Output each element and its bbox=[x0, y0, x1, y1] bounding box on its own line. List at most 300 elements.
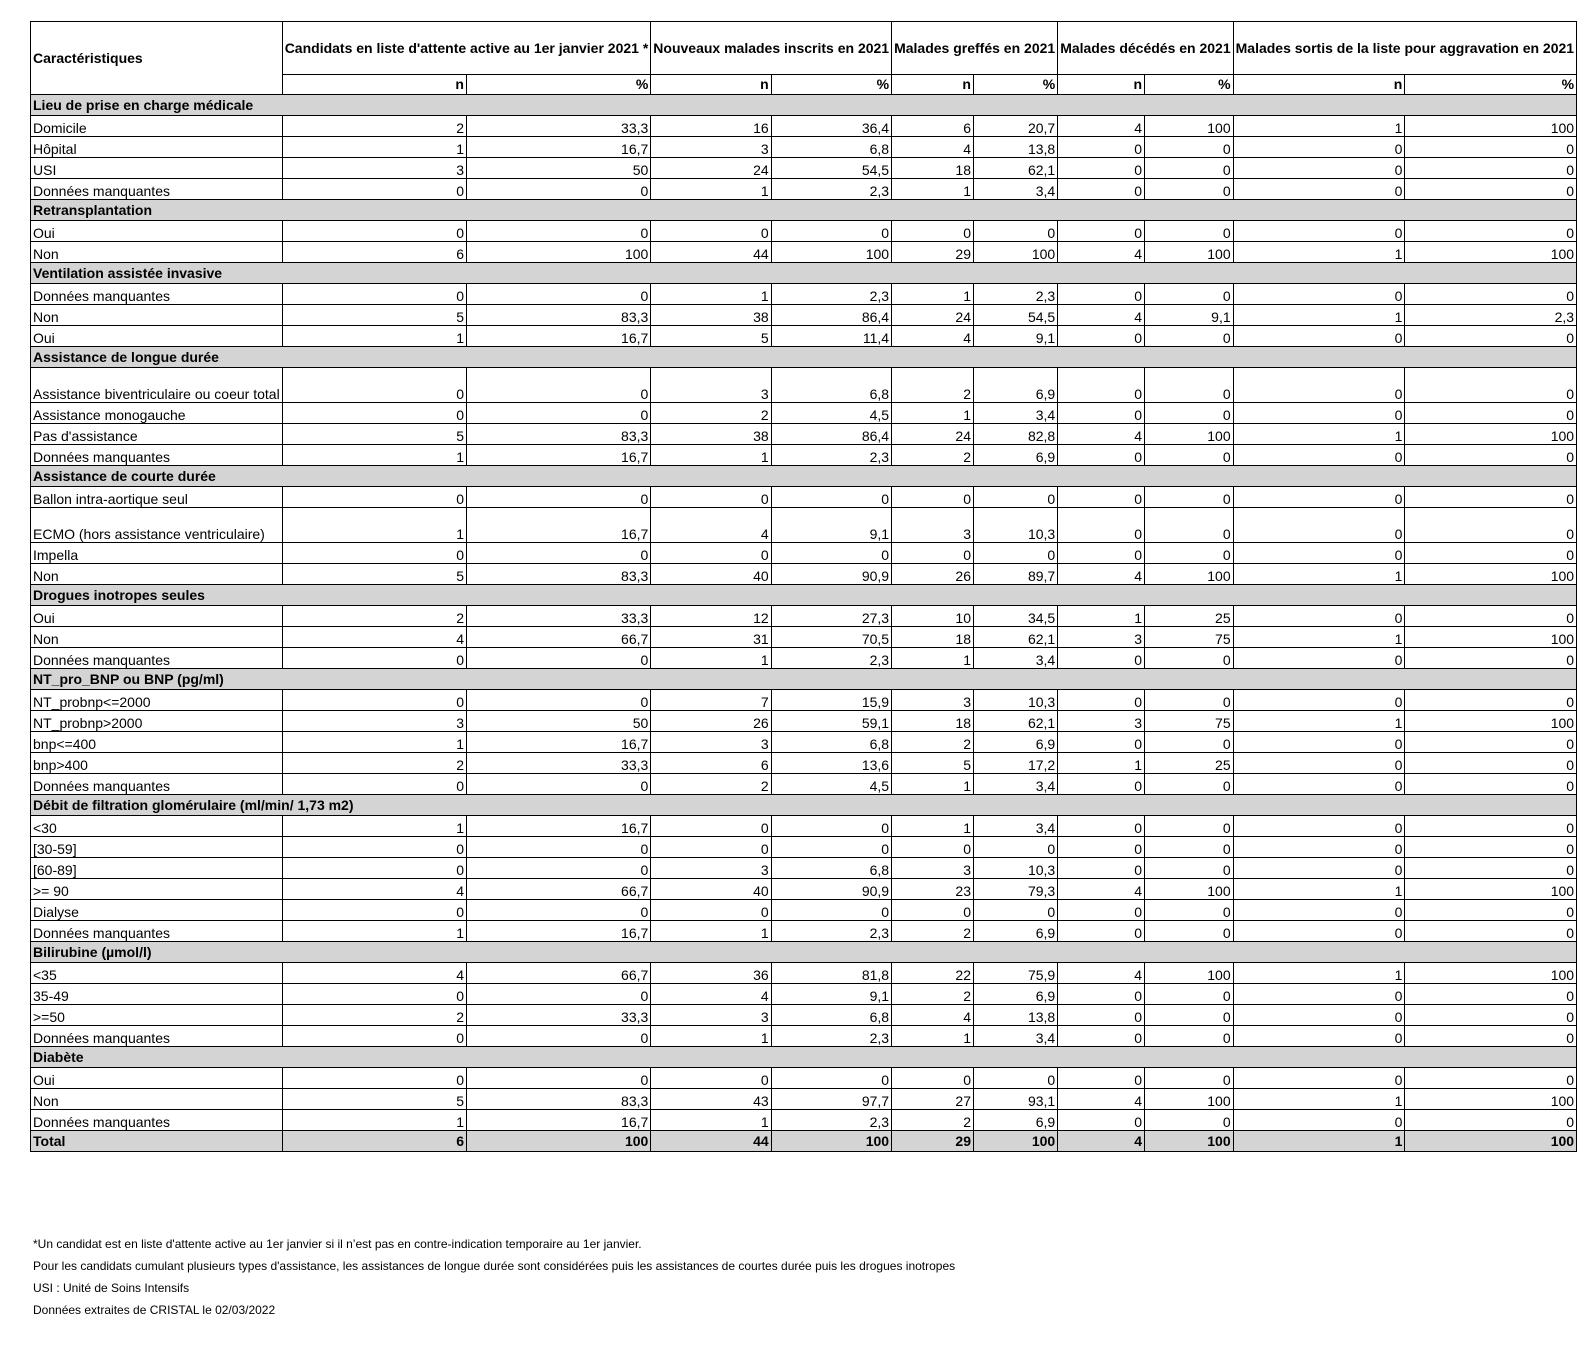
count-cell: 0 bbox=[1058, 179, 1145, 200]
table-row bbox=[31, 326, 1577, 347]
percent-cell: 34,5 bbox=[973, 606, 1057, 627]
percent-cell: 0 bbox=[1405, 858, 1577, 879]
count-cell: 3 bbox=[892, 690, 974, 711]
count-cell: 4 bbox=[1058, 424, 1145, 445]
count-cell: 0 bbox=[282, 368, 466, 403]
percent-cell: 0 bbox=[771, 543, 891, 564]
count-cell: 0 bbox=[282, 1026, 466, 1047]
count-cell: 1 bbox=[892, 648, 974, 669]
table-row bbox=[31, 1110, 1577, 1131]
percent-cell: 100 bbox=[1405, 564, 1577, 585]
count-cell: 3 bbox=[651, 732, 771, 753]
count-cell: 0 bbox=[1058, 445, 1145, 466]
count-cell: 4 bbox=[282, 963, 466, 984]
section-header-row bbox=[31, 95, 1577, 116]
total-count-cell: 4 bbox=[1058, 1131, 1145, 1152]
row-label: Données manquantes bbox=[31, 648, 283, 669]
percent-cell: 0 bbox=[1405, 445, 1577, 466]
percent-cell: 0 bbox=[771, 487, 891, 508]
row-label: bnp>400 bbox=[31, 753, 283, 774]
percent-cell: 11,4 bbox=[771, 326, 891, 347]
percent-cell: 10,3 bbox=[973, 858, 1057, 879]
count-cell: 2 bbox=[282, 116, 466, 137]
count-cell: 0 bbox=[892, 221, 974, 242]
percent-cell: 0 bbox=[466, 221, 650, 242]
count-cell: 44 bbox=[651, 242, 771, 263]
count-cell: 0 bbox=[1233, 690, 1405, 711]
table-row bbox=[31, 1068, 1577, 1089]
table-row bbox=[31, 879, 1577, 900]
table-row bbox=[31, 403, 1577, 424]
footnote-line: USI : Unité de Soins Intensifs bbox=[33, 1281, 190, 1295]
percent-cell: 0 bbox=[1405, 816, 1577, 837]
percent-cell: 2,3 bbox=[771, 179, 891, 200]
count-cell: 3 bbox=[892, 508, 974, 543]
row-label: Pas d'assistance bbox=[31, 424, 283, 445]
row-label: Oui bbox=[31, 326, 283, 347]
count-cell: 0 bbox=[282, 984, 466, 1005]
table-row bbox=[31, 837, 1577, 858]
percent-cell: 0 bbox=[1145, 543, 1234, 564]
count-cell: 0 bbox=[1058, 508, 1145, 543]
row-label: USI bbox=[31, 158, 283, 179]
count-cell: 0 bbox=[1233, 732, 1405, 753]
row-label: Non bbox=[31, 305, 283, 326]
count-cell: 2 bbox=[892, 984, 974, 1005]
count-cell: 2 bbox=[651, 774, 771, 795]
count-cell: 26 bbox=[892, 564, 974, 585]
percent-cell: 0 bbox=[1145, 508, 1234, 543]
section-title: Assistance de courte durée bbox=[31, 466, 1577, 487]
percent-cell: 0 bbox=[1405, 984, 1577, 1005]
count-cell: 0 bbox=[651, 837, 771, 858]
row-label: Non bbox=[31, 564, 283, 585]
percent-cell: 100 bbox=[1405, 1089, 1577, 1110]
count-cell: 0 bbox=[1233, 606, 1405, 627]
percent-cell: 0 bbox=[1145, 326, 1234, 347]
group-header-waiting-list: Candidats en liste d'attente active au 1er janvier 2021 * bbox=[282, 22, 651, 75]
percent-cell: 0 bbox=[1405, 648, 1577, 669]
percent-cell: 36,4 bbox=[771, 116, 891, 137]
count-cell: 4 bbox=[1058, 116, 1145, 137]
percent-cell: 6,9 bbox=[973, 984, 1057, 1005]
percent-cell: 75,9 bbox=[973, 963, 1057, 984]
percent-cell: 0 bbox=[1405, 690, 1577, 711]
count-cell: 2 bbox=[892, 921, 974, 942]
count-cell: 0 bbox=[1058, 900, 1145, 921]
count-cell: 0 bbox=[1058, 984, 1145, 1005]
percent-cell: 0 bbox=[466, 543, 650, 564]
count-cell: 1 bbox=[651, 1110, 771, 1131]
count-cell: 0 bbox=[1233, 543, 1405, 564]
percent-cell: 0 bbox=[466, 900, 650, 921]
table-body bbox=[31, 95, 1577, 1152]
row-label: <30 bbox=[31, 816, 283, 837]
percent-cell: 2,3 bbox=[771, 921, 891, 942]
percent-cell: 9,1 bbox=[771, 508, 891, 543]
count-cell: 0 bbox=[1058, 1026, 1145, 1047]
percent-cell: 13,6 bbox=[771, 753, 891, 774]
count-cell: 27 bbox=[892, 1089, 974, 1110]
n-header: n bbox=[651, 75, 771, 95]
count-cell: 0 bbox=[282, 284, 466, 305]
row-label: Non bbox=[31, 242, 283, 263]
percent-cell: 0 bbox=[1145, 816, 1234, 837]
section-title: Drogues inotropes seules bbox=[31, 585, 1577, 606]
count-cell: 40 bbox=[651, 879, 771, 900]
count-cell: 38 bbox=[651, 305, 771, 326]
table-row bbox=[31, 445, 1577, 466]
count-cell: 0 bbox=[1233, 1005, 1405, 1026]
count-cell: 3 bbox=[651, 137, 771, 158]
n-header: n bbox=[282, 75, 466, 95]
count-cell: 40 bbox=[651, 564, 771, 585]
total-percent-cell: 100 bbox=[771, 1131, 891, 1152]
row-label: NT_probnp<=2000 bbox=[31, 690, 283, 711]
percent-cell: 0 bbox=[1145, 984, 1234, 1005]
percent-cell: 16,7 bbox=[466, 137, 650, 158]
row-label: Données manquantes bbox=[31, 774, 283, 795]
percent-cell: 0 bbox=[1145, 445, 1234, 466]
count-cell: 6 bbox=[282, 242, 466, 263]
count-cell: 0 bbox=[1058, 543, 1145, 564]
percent-cell: 0 bbox=[973, 487, 1057, 508]
percent-cell: 0 bbox=[1405, 732, 1577, 753]
count-cell: 3 bbox=[651, 1005, 771, 1026]
header-row bbox=[31, 22, 1577, 75]
row-label: Données manquantes bbox=[31, 1110, 283, 1131]
table-row bbox=[31, 753, 1577, 774]
percent-cell: 0 bbox=[1145, 837, 1234, 858]
count-cell: 1 bbox=[282, 326, 466, 347]
table-row bbox=[31, 368, 1577, 403]
count-cell: 24 bbox=[651, 158, 771, 179]
percent-cell: 0 bbox=[771, 837, 891, 858]
count-cell: 0 bbox=[1233, 921, 1405, 942]
percent-cell: 100 bbox=[1405, 711, 1577, 732]
count-cell: 0 bbox=[892, 837, 974, 858]
percent-cell: 0 bbox=[1145, 690, 1234, 711]
count-cell: 1 bbox=[1233, 963, 1405, 984]
percent-cell: 100 bbox=[1145, 564, 1234, 585]
percent-cell: 0 bbox=[1145, 921, 1234, 942]
count-cell: 1 bbox=[1233, 116, 1405, 137]
table-row bbox=[31, 137, 1577, 158]
percent-cell: 10,3 bbox=[973, 508, 1057, 543]
count-cell: 7 bbox=[651, 690, 771, 711]
characteristics-table bbox=[30, 21, 1577, 1152]
count-cell: 0 bbox=[892, 543, 974, 564]
percent-cell: 0 bbox=[466, 837, 650, 858]
table-row bbox=[31, 921, 1577, 942]
percent-cell: 2,3 bbox=[771, 445, 891, 466]
count-cell: 1 bbox=[282, 508, 466, 543]
percent-cell: 100 bbox=[1145, 116, 1234, 137]
footnote-line: *Un candidat est en liste d'attente active au 1er janvier si il n’est pas en contre-indication temporaire au 1er janvier. bbox=[33, 1237, 642, 1251]
percent-cell: 3,4 bbox=[973, 774, 1057, 795]
count-cell: 3 bbox=[282, 711, 466, 732]
percent-cell: 16,7 bbox=[466, 816, 650, 837]
table-row bbox=[31, 900, 1577, 921]
count-cell: 0 bbox=[892, 900, 974, 921]
percent-cell: 0 bbox=[1145, 858, 1234, 879]
row-label: Oui bbox=[31, 606, 283, 627]
group-header-deceased: Malades décédés en 2021 bbox=[1058, 22, 1233, 75]
percent-cell: 0 bbox=[1405, 158, 1577, 179]
percent-cell: 100 bbox=[1145, 242, 1234, 263]
count-cell: 0 bbox=[1058, 648, 1145, 669]
percent-cell: 25 bbox=[1145, 606, 1234, 627]
percent-cell: 0 bbox=[1145, 284, 1234, 305]
count-cell: 0 bbox=[892, 487, 974, 508]
count-cell: 0 bbox=[1058, 326, 1145, 347]
section-title: Retransplantation bbox=[31, 200, 1577, 221]
percent-cell: 70,5 bbox=[771, 627, 891, 648]
percent-cell: 33,3 bbox=[466, 606, 650, 627]
table-row bbox=[31, 606, 1577, 627]
percent-cell: 33,3 bbox=[466, 116, 650, 137]
count-cell: 0 bbox=[1058, 1068, 1145, 1089]
count-cell: 4 bbox=[892, 137, 974, 158]
section-header-row bbox=[31, 347, 1577, 368]
row-label: Ballon intra-aortique seul bbox=[31, 487, 283, 508]
count-cell: 0 bbox=[1058, 158, 1145, 179]
characteristics-header: Caractéristiques bbox=[31, 22, 283, 95]
count-cell: 4 bbox=[282, 879, 466, 900]
percent-cell: 0 bbox=[466, 984, 650, 1005]
count-cell: 4 bbox=[651, 984, 771, 1005]
percent-cell: 0 bbox=[1145, 487, 1234, 508]
table-row bbox=[31, 711, 1577, 732]
percent-cell: 100 bbox=[1405, 424, 1577, 445]
count-cell: 43 bbox=[651, 1089, 771, 1110]
count-cell: 0 bbox=[892, 1068, 974, 1089]
count-cell: 0 bbox=[651, 900, 771, 921]
total-label: Total bbox=[31, 1131, 283, 1152]
percent-cell: 83,3 bbox=[466, 1089, 650, 1110]
count-cell: 1 bbox=[282, 137, 466, 158]
percent-cell: 6,8 bbox=[771, 858, 891, 879]
table-row bbox=[31, 627, 1577, 648]
group-header-removed-worsening: Malades sortis de la liste pour aggravation en 2021 bbox=[1233, 22, 1576, 75]
count-cell: 16 bbox=[651, 116, 771, 137]
count-cell: 3 bbox=[1058, 627, 1145, 648]
percent-cell: 2,3 bbox=[771, 284, 891, 305]
count-cell: 0 bbox=[282, 900, 466, 921]
count-cell: 1 bbox=[282, 816, 466, 837]
row-label: Domicile bbox=[31, 116, 283, 137]
count-cell: 1 bbox=[651, 445, 771, 466]
percent-cell: 100 bbox=[1145, 963, 1234, 984]
percent-cell: 0 bbox=[973, 1068, 1057, 1089]
percent-cell: 0 bbox=[1405, 221, 1577, 242]
count-cell: 12 bbox=[651, 606, 771, 627]
count-cell: 36 bbox=[651, 963, 771, 984]
percent-cell: 16,7 bbox=[466, 445, 650, 466]
group-header-new-patients: Nouveaux malades inscrits en 2021 bbox=[651, 22, 892, 75]
total-count-cell: 1 bbox=[1233, 1131, 1405, 1152]
percent-cell: 9,1 bbox=[1145, 305, 1234, 326]
percent-cell: 0 bbox=[1405, 753, 1577, 774]
count-cell: 1 bbox=[282, 732, 466, 753]
count-cell: 0 bbox=[282, 179, 466, 200]
percent-cell: 0 bbox=[1405, 921, 1577, 942]
table-row bbox=[31, 648, 1577, 669]
count-cell: 3 bbox=[282, 158, 466, 179]
percent-cell: 0 bbox=[1145, 648, 1234, 669]
percent-cell: 20,7 bbox=[973, 116, 1057, 137]
row-label: Données manquantes bbox=[31, 284, 283, 305]
count-cell: 1 bbox=[651, 1026, 771, 1047]
count-cell: 0 bbox=[1058, 837, 1145, 858]
percent-cell: 10,3 bbox=[973, 690, 1057, 711]
footnote-line: Pour les candidats cumulant plusieurs types d'assistance, les assistances de longue durée sont considérées puis les assistances de courtes durée puis les drogues inotropes bbox=[33, 1259, 956, 1273]
count-cell: 4 bbox=[892, 1005, 974, 1026]
percent-cell: 0 bbox=[973, 543, 1057, 564]
count-cell: 0 bbox=[1233, 487, 1405, 508]
percent-cell: 6,8 bbox=[771, 1005, 891, 1026]
section-title: Débit de filtration glomérulaire (ml/min/ 1,73 m2) bbox=[31, 795, 1577, 816]
percent-cell: 2,3 bbox=[771, 648, 891, 669]
count-cell: 0 bbox=[1233, 648, 1405, 669]
count-cell: 1 bbox=[282, 1110, 466, 1131]
percent-cell: 0 bbox=[1145, 137, 1234, 158]
pct-header: % bbox=[771, 75, 891, 95]
percent-cell: 25 bbox=[1145, 753, 1234, 774]
section-header-row bbox=[31, 585, 1577, 606]
count-cell: 0 bbox=[1058, 690, 1145, 711]
percent-cell: 0 bbox=[771, 221, 891, 242]
count-cell: 2 bbox=[282, 606, 466, 627]
row-label: <35 bbox=[31, 963, 283, 984]
row-label: NT_probnp>2000 bbox=[31, 711, 283, 732]
count-cell: 1 bbox=[1233, 564, 1405, 585]
percent-cell: 33,3 bbox=[466, 1005, 650, 1026]
percent-cell: 86,4 bbox=[771, 305, 891, 326]
count-cell: 4 bbox=[1058, 879, 1145, 900]
percent-cell: 0 bbox=[1145, 1005, 1234, 1026]
table-row bbox=[31, 984, 1577, 1005]
section-title: Bilirubine (µmol/l) bbox=[31, 942, 1577, 963]
row-label: Données manquantes bbox=[31, 921, 283, 942]
percent-cell: 2,3 bbox=[973, 284, 1057, 305]
count-cell: 0 bbox=[1058, 221, 1145, 242]
percent-cell: 0 bbox=[1405, 326, 1577, 347]
percent-cell: 0 bbox=[466, 1026, 650, 1047]
count-cell: 0 bbox=[1233, 326, 1405, 347]
count-cell: 1 bbox=[282, 445, 466, 466]
count-cell: 1 bbox=[1233, 424, 1405, 445]
percent-cell: 100 bbox=[973, 242, 1057, 263]
count-cell: 0 bbox=[651, 543, 771, 564]
total-percent-cell: 100 bbox=[466, 1131, 650, 1152]
count-cell: 0 bbox=[651, 487, 771, 508]
section-title: Assistance de longue durée bbox=[31, 347, 1577, 368]
group-header-transplanted: Malades greffés en 2021 bbox=[892, 22, 1058, 75]
count-cell: 0 bbox=[282, 690, 466, 711]
row-label: Non bbox=[31, 627, 283, 648]
count-cell: 3 bbox=[1058, 711, 1145, 732]
percent-cell: 16,7 bbox=[466, 1110, 650, 1131]
percent-cell: 66,7 bbox=[466, 963, 650, 984]
percent-cell: 3,4 bbox=[973, 1026, 1057, 1047]
count-cell: 0 bbox=[1233, 221, 1405, 242]
count-cell: 1 bbox=[651, 921, 771, 942]
count-cell: 6 bbox=[892, 116, 974, 137]
percent-cell: 62,1 bbox=[973, 158, 1057, 179]
count-cell: 0 bbox=[282, 837, 466, 858]
section-title: Lieu de prise en charge médicale bbox=[31, 95, 1577, 116]
percent-cell: 0 bbox=[466, 284, 650, 305]
percent-cell: 0 bbox=[466, 368, 650, 403]
percent-cell: 3,4 bbox=[973, 179, 1057, 200]
count-cell: 0 bbox=[282, 648, 466, 669]
total-percent-cell: 100 bbox=[1145, 1131, 1234, 1152]
count-cell: 26 bbox=[651, 711, 771, 732]
count-cell: 10 bbox=[892, 606, 974, 627]
table-row bbox=[31, 816, 1577, 837]
percent-cell: 27,3 bbox=[771, 606, 891, 627]
percent-cell: 15,9 bbox=[771, 690, 891, 711]
count-cell: 0 bbox=[1233, 179, 1405, 200]
n-header: n bbox=[1058, 75, 1145, 95]
percent-cell: 0 bbox=[466, 1068, 650, 1089]
count-cell: 23 bbox=[892, 879, 974, 900]
count-cell: 5 bbox=[892, 753, 974, 774]
table-row bbox=[31, 158, 1577, 179]
count-cell: 1 bbox=[892, 403, 974, 424]
count-cell: 0 bbox=[282, 858, 466, 879]
percent-cell: 0 bbox=[771, 816, 891, 837]
percent-cell: 0 bbox=[1405, 284, 1577, 305]
count-cell: 0 bbox=[1233, 774, 1405, 795]
row-label: bnp<=400 bbox=[31, 732, 283, 753]
count-cell: 0 bbox=[651, 1068, 771, 1089]
percent-cell: 0 bbox=[466, 690, 650, 711]
percent-cell: 83,3 bbox=[466, 424, 650, 445]
percent-cell: 100 bbox=[1405, 963, 1577, 984]
percent-cell: 6,8 bbox=[771, 137, 891, 158]
count-cell: 0 bbox=[282, 487, 466, 508]
count-cell: 0 bbox=[1058, 774, 1145, 795]
count-cell: 4 bbox=[892, 326, 974, 347]
count-cell: 0 bbox=[1233, 1068, 1405, 1089]
percent-cell: 86,4 bbox=[771, 424, 891, 445]
table-row bbox=[31, 305, 1577, 326]
count-cell: 1 bbox=[1233, 627, 1405, 648]
count-cell: 0 bbox=[1058, 1110, 1145, 1131]
table-row bbox=[31, 774, 1577, 795]
table-row bbox=[31, 487, 1577, 508]
percent-cell: 0 bbox=[1405, 137, 1577, 158]
row-label: Données manquantes bbox=[31, 1026, 283, 1047]
percent-cell: 0 bbox=[1405, 837, 1577, 858]
count-cell: 5 bbox=[282, 564, 466, 585]
percent-cell: 6,9 bbox=[973, 368, 1057, 403]
count-cell: 18 bbox=[892, 711, 974, 732]
count-cell: 4 bbox=[282, 627, 466, 648]
percent-cell: 3,4 bbox=[973, 403, 1057, 424]
table-row bbox=[31, 221, 1577, 242]
row-label: ECMO (hors assistance ventriculaire) bbox=[31, 508, 283, 543]
percent-cell: 2,3 bbox=[771, 1110, 891, 1131]
percent-cell: 0 bbox=[1405, 1068, 1577, 1089]
count-cell: 18 bbox=[892, 158, 974, 179]
count-cell: 22 bbox=[892, 963, 974, 984]
total-count-cell: 6 bbox=[282, 1131, 466, 1152]
count-cell: 6 bbox=[651, 753, 771, 774]
table-row bbox=[31, 1089, 1577, 1110]
